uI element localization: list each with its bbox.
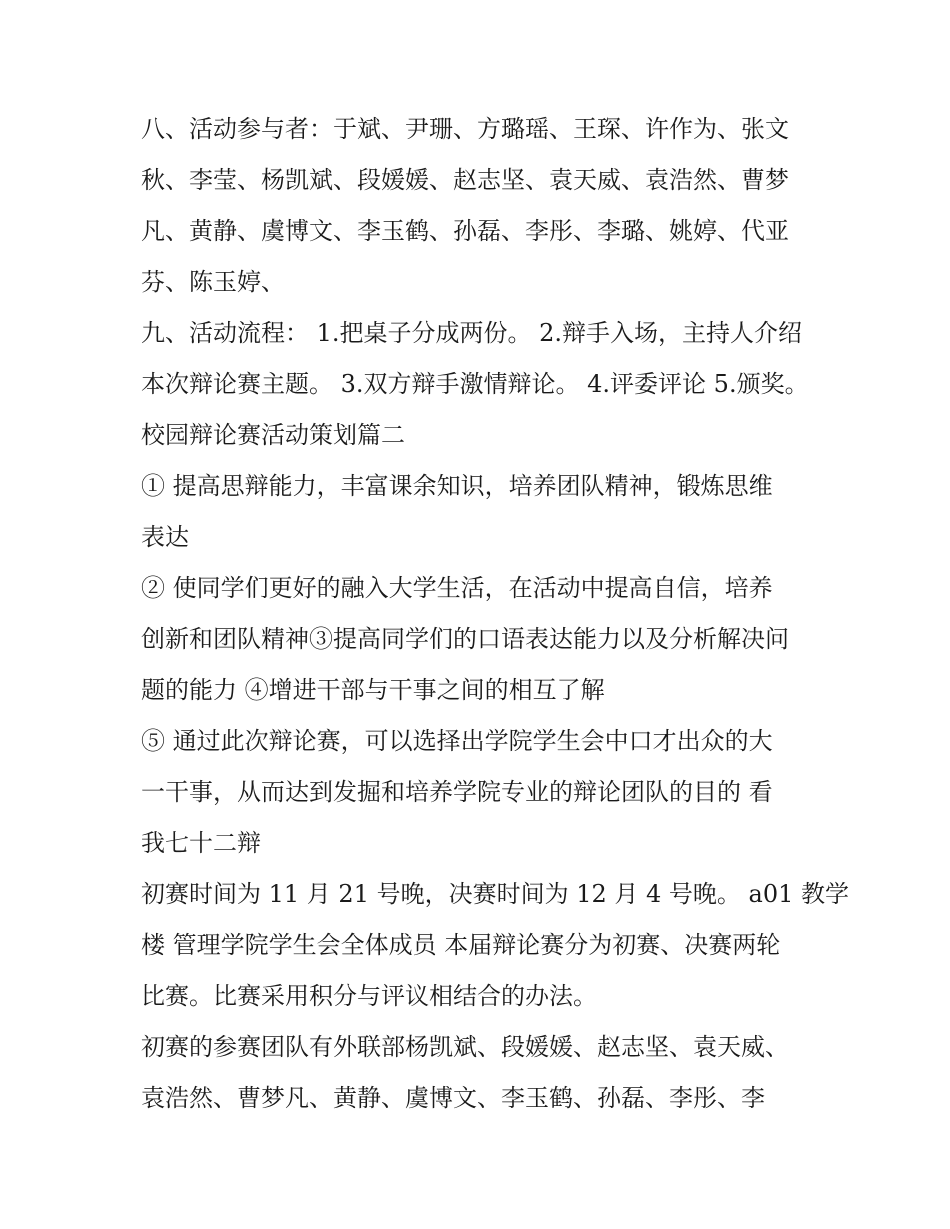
text-line: ② 使同学们更好的融入大学生活，在活动中提高自信，培养 [141, 574, 773, 602]
text-line: ⑤ 通过此次辩论赛，可以选择出学院学生会中口才出众的大 [141, 727, 773, 755]
document-body [141, 104, 850, 1124]
text-line: 秋、李莹、杨凯斌、段媛媛、赵志坚、袁天威、袁浩然、曹梦 [141, 166, 789, 194]
text-line: 比赛。比赛采用积分与评议相结合的办法。 [141, 982, 597, 1010]
text-line: 芬、陈玉婷、 [141, 268, 285, 296]
text-line: 初赛时间为 11 月 21 号晚，决赛时间为 12 月 4 号晚。 a01 教学 [141, 880, 850, 908]
text-line: 题的能力 ④增进干部与干事之间的相互了解 [141, 676, 605, 704]
text-line: 凡、黄静、虞博文、李玉鹤、孙磊、李彤、李璐、姚婷、代亚 [141, 217, 789, 245]
text-line: 本次辩论赛主题。 3.双方辩手激情辩论。 4.评委评论 5.颁奖。 [141, 370, 809, 398]
text-line: 九、活动流程： 1.把桌子分成两份。 2.辩手入场，主持人介绍 [141, 319, 803, 347]
text-line: 初赛的参赛团队有外联部杨凯斌、段媛媛、赵志坚、袁天威、 [141, 1033, 789, 1061]
text-line: 创新和团队精神③提高同学们的口语表达能力以及分析解决问 [141, 625, 789, 653]
text-line: 袁浩然、曹梦凡、黄静、虞博文、李玉鹤、孙磊、李彤、李 [141, 1084, 765, 1112]
text-line: ① 提高思辩能力，丰富课余知识，培养团队精神，锻炼思维 [141, 472, 773, 500]
text-line: 表达 [141, 523, 189, 551]
text-line: 八、活动参与者：于斌、尹珊、方璐瑶、王琛、许作为、张文 [141, 115, 789, 143]
text-line: 一干事，从而达到发掘和培养学院专业的辩论团队的目的 看 [141, 778, 773, 806]
text-line: 我七十二辩 [141, 829, 261, 857]
section-heading: 校园辩论赛活动策划篇二 [141, 421, 405, 449]
text-line: 楼 管理学院学生会全体成员 本届辩论赛分为初赛、决赛两轮 [141, 931, 781, 959]
